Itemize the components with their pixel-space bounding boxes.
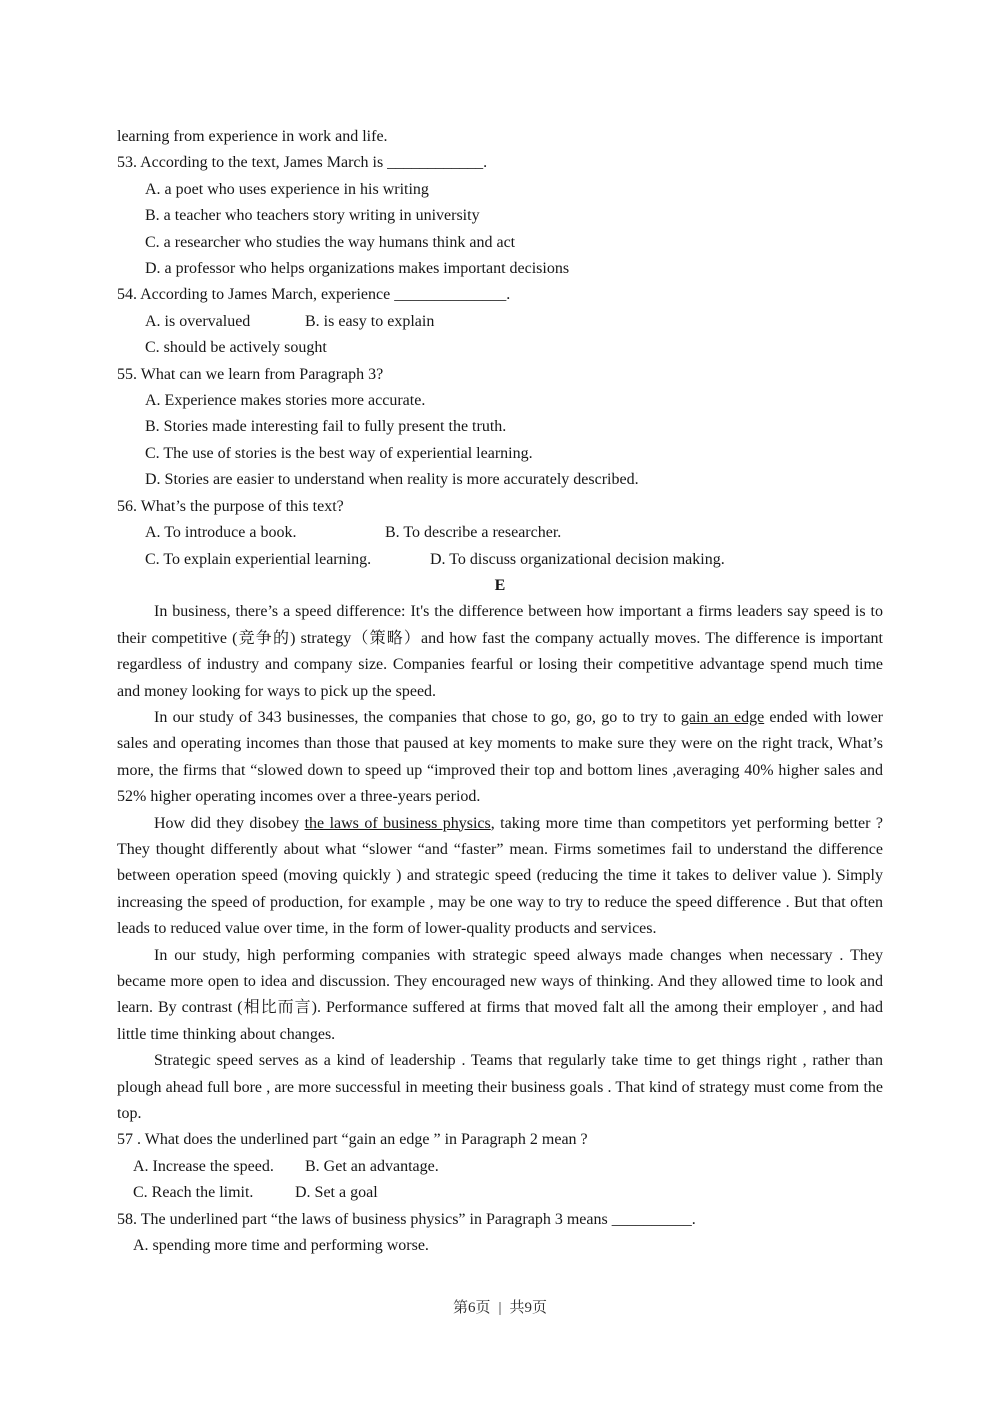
paragraph-3-text-continued: , taking more time than competitors yet performing better ? They thought differently about what “slower “and “faster” mean. Firms sometimes fail to understand the difference between operation speed (moving quickly ) and strategic speed (reducing the time it takes to deliver value ). Simply increasing the speed of production, for example , may be one way to try to reduce the speed difference . But that often leads to reduced value over time, in the form of lower-quality products and services. bbox=[117, 814, 884, 938]
question-55-option-c: C. The use of stories is the best way of experiential learning. bbox=[145, 444, 533, 462]
question-54-option-b: B. is easy to explain bbox=[305, 312, 435, 330]
question-53-option-b: B. a teacher who teachers story writing in university bbox=[145, 207, 480, 225]
question-56-options-row-2 bbox=[117, 547, 883, 573]
question-57-options-row-1 bbox=[117, 1154, 883, 1180]
footer-page-number: 第6页 bbox=[452, 1300, 491, 1316]
question-53-option-a: A. a poet who uses experience in his writing bbox=[145, 180, 429, 198]
question-58-stem: 58. The underlined part “the laws of business physics” in Paragraph 3 means __________. bbox=[117, 1210, 696, 1228]
question-57-stem: 57 . What does the underlined part “gain an edge ” in Paragraph 2 mean ? bbox=[117, 1131, 588, 1149]
intro-continuation-line: learning from experience in work and life. bbox=[117, 128, 388, 145]
question-57-option-d: D. Set a goal bbox=[295, 1184, 378, 1202]
question-55-stem: 55. What can we learn from Paragraph 3? bbox=[117, 365, 384, 383]
question-54-option-c: C. should be actively sought bbox=[145, 339, 327, 357]
question-55-option-b: B. Stories made interesting fail to fully present the truth. bbox=[145, 418, 507, 436]
footer-separator: | bbox=[498, 1300, 502, 1316]
question-56-option-d: D. To discuss organizational decision making. bbox=[430, 550, 725, 568]
question-56-stem: 56. What’s the purpose of this text? bbox=[117, 497, 344, 515]
question-56-option-b: B. To describe a researcher. bbox=[385, 524, 562, 542]
paragraph-1-text: In business, there’s a speed difference: It's the difference between how important a firms leaders say speed is to their competitive (竞争的) strategy（策略）and how fast the company actually moves. The difference is important regardless of industry and company size. Companies fearful or losing their competitive advantage spend much time and money looking for ways to pick up the speed. bbox=[117, 603, 883, 700]
question-56-option-a: A. To introduce a book. bbox=[145, 524, 297, 542]
passage-paragraph-2 bbox=[117, 705, 883, 811]
paragraph-4-text: In our study, high performing companies with strategic speed always made changes when necessary . They became more open to idea and discussion. They encouraged new ways of thinking. And they allowed time to look and learn. By contrast (相比而言). Performance suffered at firms that moved falt all the among their employer , and had little time thinking about changes. bbox=[117, 946, 883, 1043]
question-54-stem: 54. According to James March, experience ______________. bbox=[117, 286, 511, 304]
paragraph-2-text-continued: ended with lower sales and operating incomes than those that paused at key moments to make sure they were on the right track, What’s more, the firms that “slowed down to speed up “improved their top and bottom lines ,averaging 40% higher sales and 52% higher operating incomes over a three-years period. bbox=[117, 708, 883, 806]
question-54-options-row-1 bbox=[117, 309, 883, 335]
question-56-option-c: C. To explain experiential learning. bbox=[145, 550, 372, 568]
passage-section-label: E bbox=[494, 576, 506, 594]
question-53-stem: 53. According to the text, James March is ____________. bbox=[117, 154, 488, 172]
passage-paragraph-5 bbox=[117, 1048, 883, 1127]
question-57-option-b: B. Get an advantage. bbox=[305, 1157, 439, 1175]
footer-total-pages: 共9页 bbox=[509, 1300, 548, 1316]
question-57-options-row-2 bbox=[117, 1180, 883, 1206]
paragraph-2-text: In our study of 343 businesses, the companies that chose to go, go, go to try to bbox=[154, 708, 681, 726]
question-55-option-d: D. Stories are easier to understand when reality is more accurately described. bbox=[145, 471, 639, 489]
question-54-option-a: A. is overvalued bbox=[145, 312, 251, 330]
paragraph-5-text: Strategic speed serves as a kind of leadership . Teams that regularly take time to get things right , rather than plough ahead full bore , are more successful in meeting their business goals . That kind of strategy must come from the top. bbox=[117, 1052, 883, 1123]
paragraph-3-text: How did they disobey bbox=[154, 814, 305, 832]
passage-paragraph-3 bbox=[117, 811, 883, 943]
question-57-option-a: A. Increase the speed. bbox=[133, 1157, 274, 1175]
question-58-option-a: A. spending more time and performing worse. bbox=[133, 1237, 429, 1255]
underlined-phrase-laws-of-business-physics: the laws of business physics bbox=[304, 814, 491, 832]
question-56-options-row-1 bbox=[117, 520, 883, 546]
question-57-option-c: C. Reach the limit. bbox=[133, 1184, 254, 1202]
underlined-phrase-gain-an-edge: gain an edge bbox=[680, 708, 765, 726]
page-content bbox=[117, 124, 883, 1259]
passage-paragraph-4 bbox=[117, 943, 883, 1049]
question-55-option-a: A. Experience makes stories more accurate. bbox=[145, 392, 426, 410]
passage-paragraph-1 bbox=[117, 599, 883, 705]
page-footer bbox=[0, 1296, 1000, 1317]
question-53-option-d: D. a professor who helps organizations makes important decisions bbox=[145, 260, 570, 278]
question-53-option-c: C. a researcher who studies the way humans think and act bbox=[145, 233, 516, 251]
